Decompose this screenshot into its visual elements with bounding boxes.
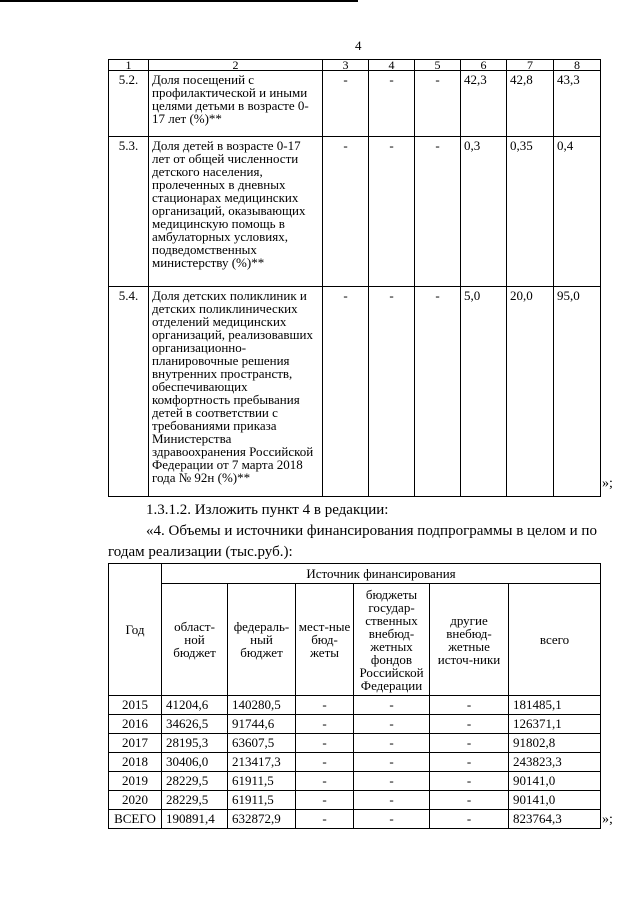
amount-cell: 243823,3: [509, 753, 601, 772]
value-cell: -: [369, 71, 415, 137]
amount-cell: -: [296, 715, 354, 734]
value-cell: -: [323, 287, 369, 497]
header-cell: 3: [323, 60, 369, 71]
amount-cell: -: [354, 715, 430, 734]
table2-closing-quote: »;: [602, 812, 613, 827]
year-cell: 2018: [109, 753, 162, 772]
indicator-row: [109, 71, 601, 137]
amount-cell: -: [430, 715, 509, 734]
value-cell: 43,3: [554, 71, 601, 137]
year-cell: 2015: [109, 696, 162, 715]
amount-cell: 823764,3: [509, 810, 601, 829]
amount-cell: 90141,0: [509, 772, 601, 791]
indicator-text: Доля детей в возрасте 0-17 лет от общей численности детского населения, пролеченных в дневных стационарах медицинских организаций, оказывающих медицинскую помощь в амбулаторных условиях, подведомственных министерству (%)**: [149, 137, 323, 287]
amount-cell: -: [430, 734, 509, 753]
amount-cell: -: [354, 734, 430, 753]
amount-cell: -: [296, 772, 354, 791]
paragraph-section-4-line1: «4. Объемы и источники финансирования подпрограммы в целом и по: [146, 523, 597, 539]
amount-cell: -: [430, 810, 509, 829]
amount-cell: 632872,9: [228, 810, 296, 829]
indicators-header-row: [109, 60, 601, 71]
year-cell: 2017: [109, 734, 162, 753]
value-cell: 20,0: [507, 287, 554, 497]
amount-cell: 91744,6: [228, 715, 296, 734]
year-header: Год: [109, 564, 162, 696]
subheader-extrabudgetary-funds: бюджеты государ-ственных внебюд-жетных фондов Российской Федерации: [354, 584, 430, 696]
paragraph-1-3-1-2: 1.3.1.2. Изложить пункт 4 в редакции:: [146, 502, 389, 518]
subheader-federal: федераль-ный бюджет: [228, 584, 296, 696]
indicators-table: [108, 59, 601, 497]
header-cell: 8: [554, 60, 601, 71]
header-cell: 2: [149, 60, 323, 71]
value-cell: 95,0: [554, 287, 601, 497]
year-cell: 2016: [109, 715, 162, 734]
financing-table: [108, 563, 601, 829]
value-cell: -: [369, 287, 415, 497]
amount-cell: -: [296, 734, 354, 753]
amount-cell: 63607,5: [228, 734, 296, 753]
amount-cell: -: [354, 696, 430, 715]
financing-row: [109, 753, 601, 772]
subheader-other-sources: другие внебюд-жетные источ-ники: [430, 584, 509, 696]
total-label: ВСЕГО: [109, 810, 162, 829]
amount-cell: 91802,8: [509, 734, 601, 753]
value-cell: 42,8: [507, 71, 554, 137]
financing-row: [109, 734, 601, 753]
year-cell: 2020: [109, 791, 162, 810]
amount-cell: -: [430, 791, 509, 810]
value-cell: -: [323, 137, 369, 287]
value-cell: 0,4: [554, 137, 601, 287]
amount-cell: 28229,5: [162, 772, 228, 791]
paragraph-section-4-line2: годам реализации (тыс.руб.):: [108, 544, 293, 560]
amount-cell: -: [430, 696, 509, 715]
year-cell: 2019: [109, 772, 162, 791]
amount-cell: 41204,6: [162, 696, 228, 715]
header-cell: 5: [415, 60, 461, 71]
source-group-header: Источник финансирования: [162, 564, 601, 584]
value-cell: -: [415, 287, 461, 497]
amount-cell: -: [430, 772, 509, 791]
amount-cell: -: [430, 753, 509, 772]
indicator-text: Доля детских поликлиник и детских поликлинических отделений медицинских организаций, реализовавших организационно-планировочные решения внутренних пространств, обеспечивающих комфортность пребывания детей в соответствии с требованиями приказа Министерства здравоохранения Российской Федерации от 7 марта 2018 года № 92н (%)**: [149, 287, 323, 497]
amount-cell: -: [296, 810, 354, 829]
indicator-number: 5.2.: [109, 71, 149, 137]
value-cell: -: [323, 71, 369, 137]
financing-header-row: [109, 564, 601, 584]
financing-subheader-row: [109, 584, 601, 696]
amount-cell: -: [354, 810, 430, 829]
financing-total-row: [109, 810, 601, 829]
indicator-text: Доля посещений с профилактической и иными целями детьми в возрасте 0-17 лет (%)**: [149, 71, 323, 137]
indicator-number: 5.3.: [109, 137, 149, 287]
amount-cell: -: [354, 753, 430, 772]
subheader-total: всего: [509, 584, 601, 696]
financing-row: [109, 696, 601, 715]
value-cell: 42,3: [461, 71, 507, 137]
amount-cell: 90141,0: [509, 791, 601, 810]
indicator-row: [109, 287, 601, 497]
page-number: 4: [355, 38, 362, 53]
amount-cell: 181485,1: [509, 696, 601, 715]
amount-cell: 61911,5: [228, 772, 296, 791]
value-cell: -: [369, 137, 415, 287]
value-cell: 0,3: [461, 137, 507, 287]
value-cell: 5,0: [461, 287, 507, 497]
header-cell: 6: [461, 60, 507, 71]
amount-cell: 190891,4: [162, 810, 228, 829]
amount-cell: 126371,1: [509, 715, 601, 734]
header-cell: 7: [507, 60, 554, 71]
financing-row: [109, 791, 601, 810]
amount-cell: 28229,5: [162, 791, 228, 810]
value-cell: -: [415, 71, 461, 137]
top-rule: [0, 0, 358, 2]
header-cell: 4: [369, 60, 415, 71]
amount-cell: -: [354, 791, 430, 810]
financing-row: [109, 715, 601, 734]
amount-cell: 213417,3: [228, 753, 296, 772]
amount-cell: -: [296, 696, 354, 715]
amount-cell: -: [296, 791, 354, 810]
value-cell: -: [415, 137, 461, 287]
financing-row: [109, 772, 601, 791]
table1-closing-quote: »;: [602, 476, 613, 491]
amount-cell: 34626,5: [162, 715, 228, 734]
header-cell: 1: [109, 60, 149, 71]
amount-cell: 30406,0: [162, 753, 228, 772]
amount-cell: 140280,5: [228, 696, 296, 715]
value-cell: 0,35: [507, 137, 554, 287]
indicator-row: [109, 137, 601, 287]
subheader-local: мест-ные бюд-жеты: [296, 584, 354, 696]
amount-cell: -: [296, 753, 354, 772]
subheader-regional: област-ной бюджет: [162, 584, 228, 696]
amount-cell: 61911,5: [228, 791, 296, 810]
indicator-number: 5.4.: [109, 287, 149, 497]
amount-cell: 28195,3: [162, 734, 228, 753]
amount-cell: -: [354, 772, 430, 791]
